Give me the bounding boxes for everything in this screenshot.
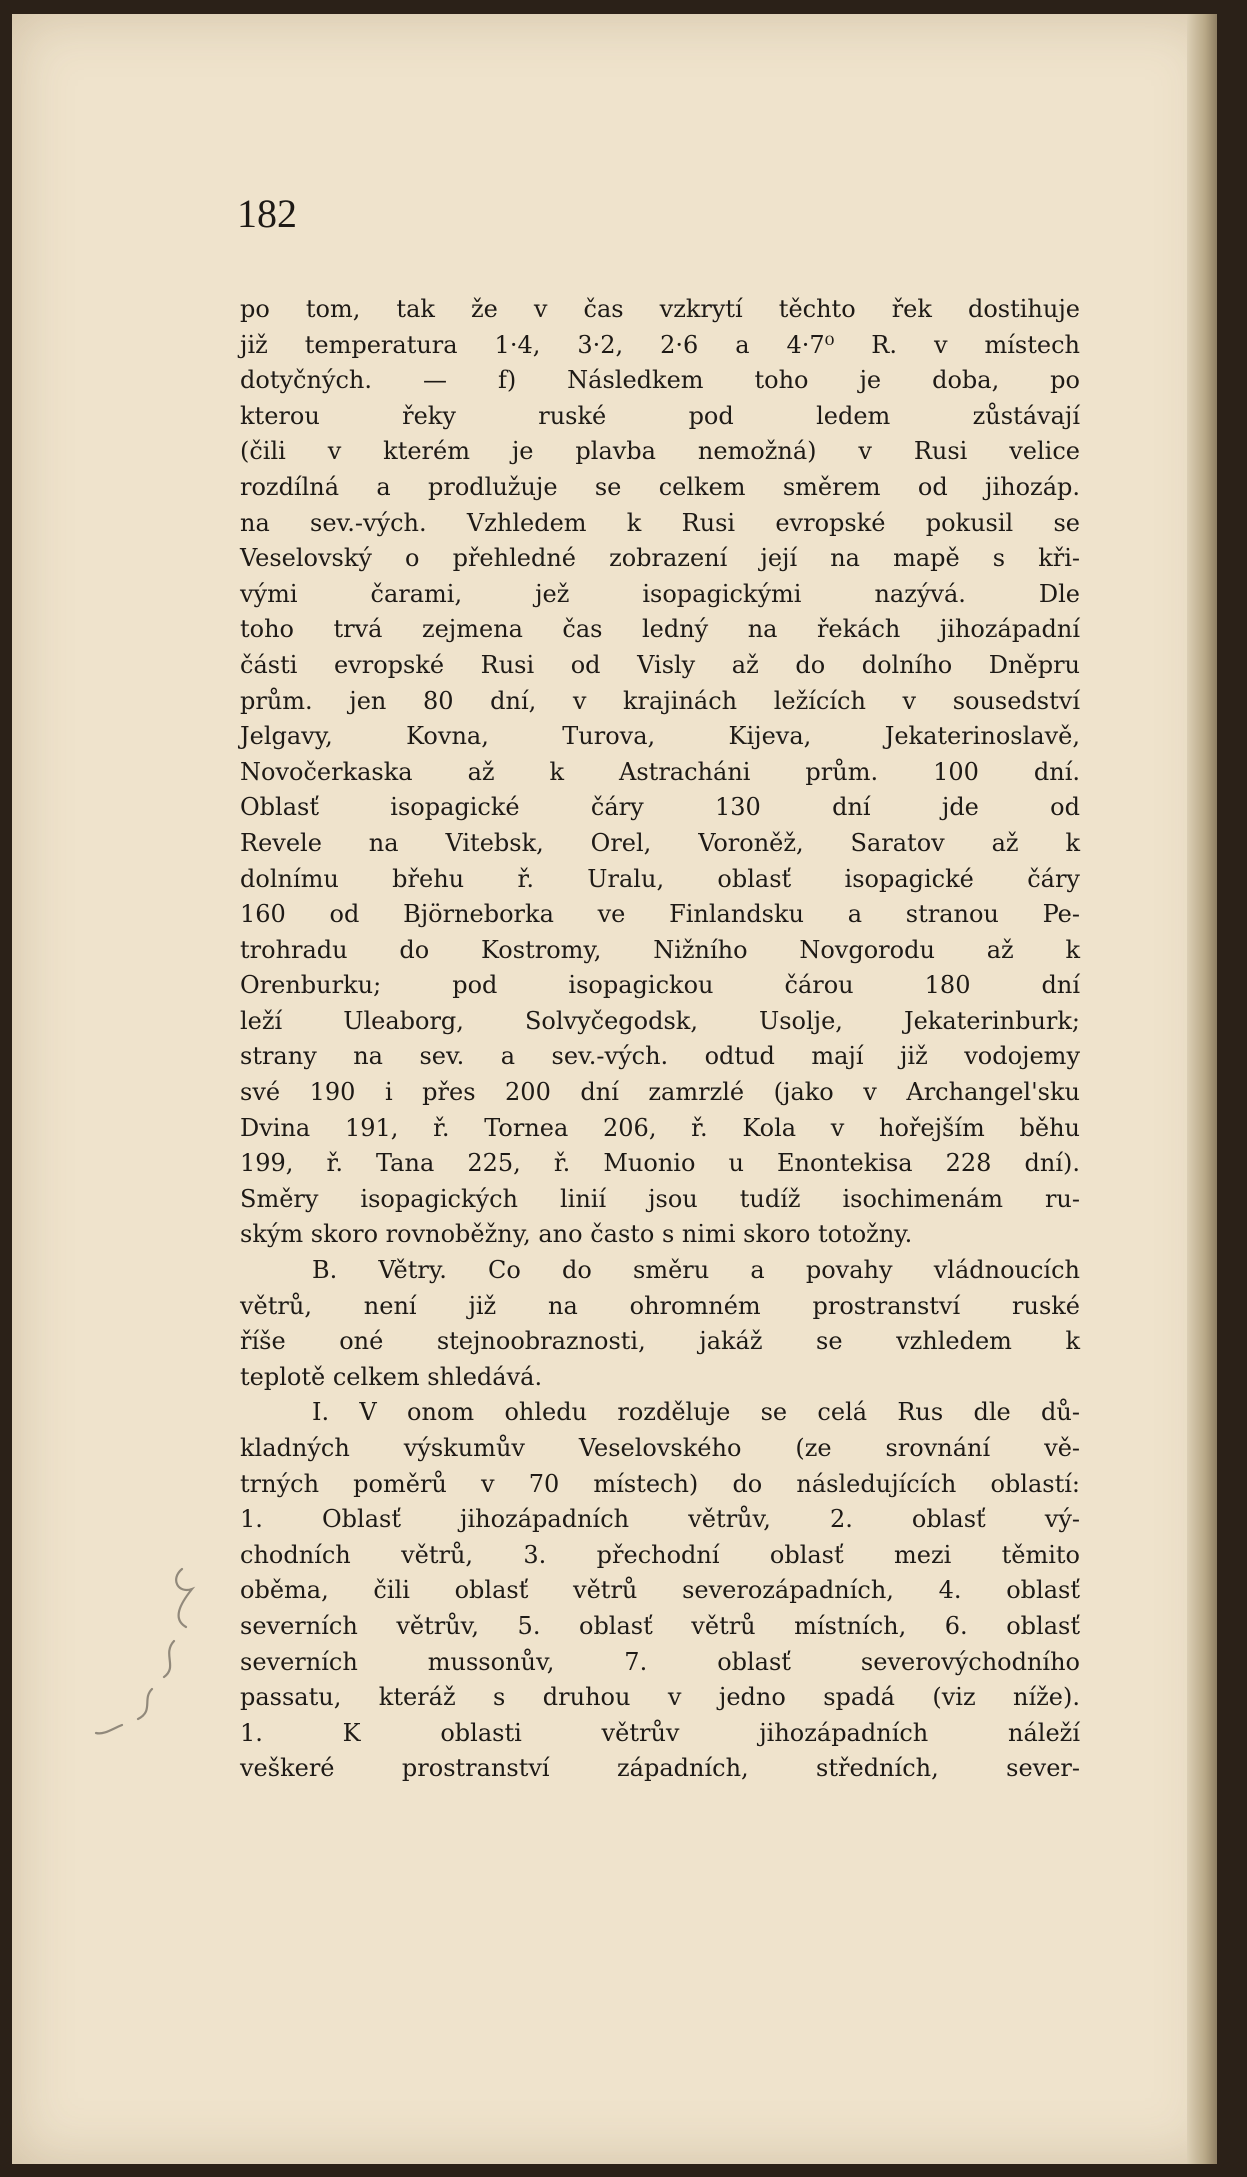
text-line: větrů, není již na ohromném prostranství ruské	[240, 1291, 1080, 1320]
text-line: trných poměrů v 70 místech) do následujících oblastí:	[240, 1469, 1080, 1498]
text-line: dolnímu břehu ř. Uralu, oblasť isopagické čáry	[240, 864, 1080, 893]
text-line: říše oné stejnoobraznosti, jakáž se vzhledem k	[240, 1327, 1080, 1356]
text-line: 1. Oblasť jihozápadních větrův, 2. oblasť vý-	[240, 1505, 1080, 1534]
page-binding	[1187, 14, 1217, 2164]
text-line: toho trvá zejmena čas ledný na řekách jihozápadní	[240, 615, 1080, 644]
text-line: Směry isopagických linií jsou tudíž isochimenám ru-	[240, 1184, 1080, 1213]
text-line: Veselovský o přehledné zobrazení její na mapě s kři-	[240, 544, 1080, 573]
text-line: Revele na Vitebsk, Orel, Voroněž, Saratov až k	[240, 828, 1080, 857]
text-line: kladných výskumův Veselovského (ze srovnání vě-	[240, 1434, 1080, 1462]
text-line: leží Uleaborg, Solvyčegodsk, Usolje, Jekaterinburk;	[240, 1006, 1080, 1035]
text-line: severních větrův, 5. oblasť větrů místních, 6. oblasť	[240, 1611, 1080, 1640]
text-line: Dvina 191, ř. Tornea 206, ř. Kola v hořejším běhu	[240, 1113, 1080, 1142]
text-line: B. Větry. Co do směru a povahy vládnoucích	[312, 1256, 1080, 1285]
text-line: kterou řeky ruské pod ledem zůstávají	[240, 401, 1080, 430]
text-line: trohradu do Kostromy, Nižního Novgorodu až k	[240, 935, 1080, 964]
book-page	[12, 14, 1217, 2164]
page-number: 182	[237, 191, 297, 236]
text-line: ským skoro rovnoběžny, ano často s nimi skoro totožny.	[240, 1220, 913, 1249]
text-line: Orenburku; pod isopagickou čárou 180 dní	[240, 971, 1080, 1000]
text-line: chodních větrů, 3. přechodní oblasť mezi těmito	[240, 1540, 1080, 1569]
handwritten-marginalia	[82, 1549, 202, 1739]
text-line: vými čarami, jež isopagickými nazývá. Dle	[240, 579, 1080, 608]
text-line: prům. jen 80 dní, v krajinách ležících v sousedství	[240, 686, 1080, 715]
text-line: veškeré prostranství západních, středních, sever-	[240, 1754, 1080, 1783]
text-line: 160 od Björneborka ve Finlandsku a stranou Pe-	[240, 900, 1080, 929]
text-line: části evropské Rusi od Visly až do dolního Dněpru	[240, 650, 1080, 679]
text-line: své 190 i přes 200 dní zamrzlé (jako v Archangel'sku	[240, 1078, 1080, 1107]
text-line: Novočerkaska až k Astracháni prům. 100 dní.	[240, 757, 1080, 786]
text-line: na sev.-vých. Vzhledem k Rusi evropské pokusil se	[240, 508, 1080, 537]
text-line: rozdílná a prodlužuje se celkem směrem od jihozáp.	[240, 472, 1080, 501]
text-line: dotyčných. — f) Následkem toho je doba, po	[240, 366, 1080, 395]
text-line: passatu, kteráž s druhou v jedno spadá (viz níže).	[240, 1683, 1080, 1712]
text-line: teplotě celkem shledává.	[240, 1362, 543, 1391]
text-line: po tom, tak že v čas vzkrytí těchto řek dostihuje	[240, 295, 1080, 323]
text-line: strany na sev. a sev.-vých. odtud mají již vodojemy	[240, 1042, 1080, 1071]
text-line: již temperatura 1·4, 3·2, 2·6 a 4·7⁰ R. v místech	[240, 330, 1080, 359]
text-line: oběma, čili oblasť větrů severozápadních, 4. oblasť	[240, 1576, 1080, 1605]
text-line: Oblasť isopagické čáry 130 dní jde od	[240, 793, 1080, 822]
text-line: (čili v kterém je plavba nemožná) v Rusi velice	[240, 437, 1080, 466]
text-line: 199, ř. Tana 225, ř. Muonio u Enontekisa 228 dní).	[240, 1149, 1080, 1178]
text-line: I. V onom ohledu rozděluje se celá Rus dle dů-	[312, 1398, 1080, 1427]
text-line: 1. K oblasti větrův jihozápadních náleží	[240, 1718, 1080, 1747]
text-line: severních mussonův, 7. oblasť severovýchodního	[240, 1647, 1080, 1676]
text-line: Jelgavy, Kovna, Turova, Kijeva, Jekaterinoslavě,	[240, 722, 1080, 751]
body-text	[240, 292, 1080, 1787]
